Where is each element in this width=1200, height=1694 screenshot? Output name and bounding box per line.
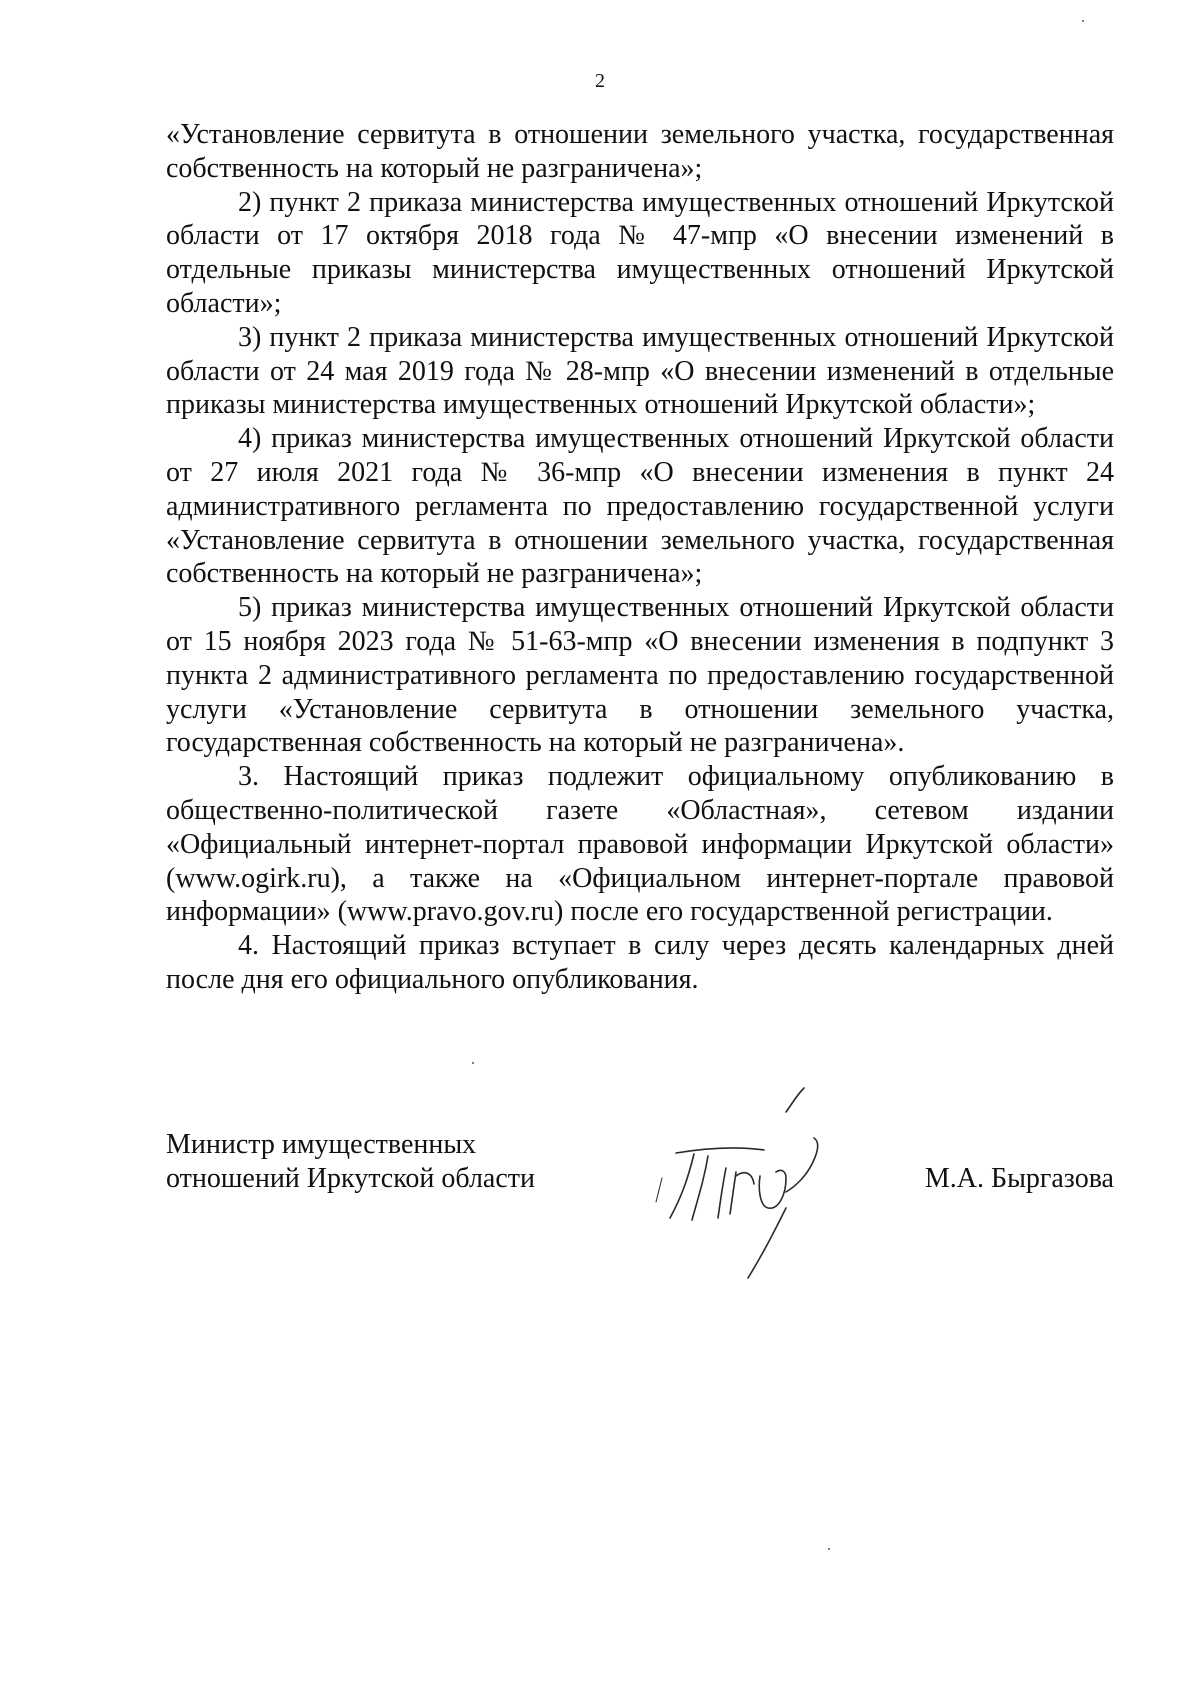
- signer-title-line-2: отношений Иркутской области: [166, 1163, 535, 1194]
- scan-speck: [828, 1548, 830, 1550]
- signature-block: [166, 1128, 1114, 1278]
- paragraph-clause-3: 3. Настоящий приказ подлежит официальному опубликованию в общественно-политической газете «Областная», сетевом издании «Официальный интернет-портал правовой информации Иркутской области» (www.ogirk.ru), а также на «Официальном интернет-портале правовой информации» (www.pravo.gov.ru) после его государственной регистрации.: [166, 761, 1114, 928]
- paragraph-item-2: 2) пункт 2 приказа министерства имущественных отношений Иркутской области от 17 октября 2018 года № 47-мпр «О внесении изменений в отдельные приказы министерства имущественных отношений Иркутской области»;: [166, 186, 1114, 319]
- signer-title: [166, 1128, 586, 1196]
- paragraph-item-5: 5) приказ министерства имущественных отношений Иркутской области от 15 ноября 2023 года № 51-63-мпр «О внесении изменения в подпункт 3 пункта 2 административного регламента по предоставлению государственной услуги «Установление сервитута в отношении земельного участка, государственная собственность на который не разграничена».: [166, 592, 1114, 759]
- signer-title-line-1: Министр имущественных: [166, 1129, 477, 1160]
- handwritten-signature: [636, 1068, 866, 1288]
- scan-speck: [1082, 20, 1084, 22]
- scan-speck: [472, 1062, 474, 1064]
- paragraph-item-4: 4) приказ министерства имущественных отношений Иркутской области от 27 июля 2021 года № 36-мпр «О внесении изменения в пункт 24 административного регламента по предоставлению государственной услуги «Установление сервитута в отношении земельного участка, государственная собственность на который не разграничена»;: [166, 423, 1114, 590]
- paragraph-item-3: 3) пункт 2 приказа министерства имущественных отношений Иркутской области от 24 мая 2019 года № 28-мпр «О внесении изменений в отдельные приказы министерства имущественных отношений Иркутской области»;: [166, 321, 1114, 421]
- paragraph-continuation: «Установление сервитута в отношении земельного участка, государственная собственность на который не разграничена»;: [166, 119, 1114, 184]
- document-body: [166, 118, 1114, 997]
- page-number: 2: [595, 70, 605, 92]
- signer-name: М.А. Быргазова: [924, 1163, 1114, 1194]
- paragraph-clause-4: 4. Настоящий приказ вступает в силу через десять календарных дней после дня его официального опубликования.: [166, 930, 1114, 995]
